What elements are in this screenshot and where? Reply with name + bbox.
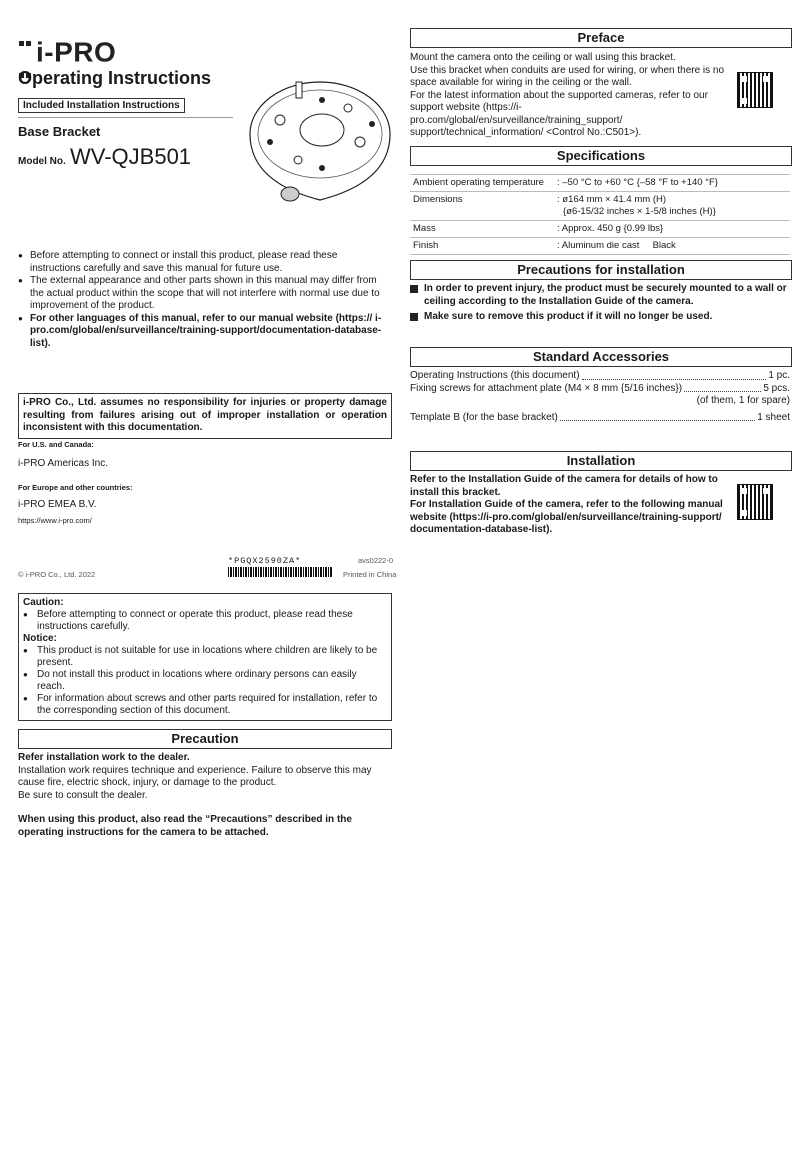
precaution-heading: Precaution [18,729,392,749]
caution-box [18,593,392,721]
list-item: Template B (for the base bracket) 1 sheet [410,411,790,423]
spec-value: : Approx. 450 g {0.99 lbs} [554,221,790,238]
spec-value-line: {ø6-15/32 inches × 1-5/8 inches (H)} [563,206,716,217]
printed-in: Printed in China [343,570,397,579]
list-item: ● Before attempting to connect or operate this product, please read these instructions carefully. [23,609,387,633]
us-company: i-PRO Americas Inc. [18,458,109,469]
table-row [410,221,790,238]
us-label: For U.S. and Canada: [18,440,94,449]
precaution-line: Be sure to consult the dealer. [18,789,148,801]
intro-bullet-list [18,250,390,350]
eu-label: For Europe and other countries: [18,483,133,492]
notice-heading: Notice: [23,633,57,644]
eu-company: i-PRO EMEA B.V. [18,499,97,510]
precaution-lead: Refer installation work to the dealer. [18,752,190,763]
precaution-body [18,752,392,802]
installation-line: For Installation Guide of the camera, refer to the following manual website (https://i-pro.com/global/en/surveillance/training-support/ documentation-database-list). [410,499,723,535]
spec-value [554,192,790,221]
preface-body [410,52,730,140]
list-item: ● This product is not suitable for use in locations where children are likely to be present. [23,645,387,669]
square-bullet-icon [410,313,418,321]
document-title: Operating Instructions [18,68,212,88]
table-row [410,175,790,192]
divider [18,117,233,118]
barcode-text: *PGQX2590ZA* [228,556,302,566]
list-item: ● Do not install this product in locations where ordinary persons can easily reach. [23,669,387,693]
table-row [410,192,790,221]
preface-line: Use this bracket when conduits are used for wiring, or when there is no space available for wiring in the ceiling or the wall. [410,64,725,88]
list-item: ● For other languages of this manual, refer to our manual website (https:// i-pro.com/global/en/surveillance/training-support/documentation-database-list). [18,313,390,351]
list-item: Operating Instructions (this document) 1 pc. [410,370,790,381]
spec-value: : –50 °C to +60 °C {–58 °F to +140 °F} [554,175,790,192]
spec-label: Ambient operating temperature [410,175,554,192]
table-row [410,238,790,255]
preface-heading: Preface [410,28,792,48]
list-item: ● The external appearance and other parts shown in this manual may differ from the actual product within the scope that will not interfere with normal use due to improvement of the product. [18,275,390,313]
installation-heading: Installation [410,451,792,471]
square-bullet-icon [410,285,418,293]
list-item: Fixing screws for attachment plate (M4 × 8 mm {5/16 inches}) 5 pcs. [410,382,790,394]
accessories-heading: Standard Accessories [410,347,792,367]
precaution-note: When using this product, also read the “Precautions” described in the operating instructions for the camera to be attached. [18,814,352,838]
barcode [228,567,332,577]
precaution-line: Installation work requires technique and experience. Failure to observe this may cause fire, electric shock, injury, or damage to the product. [18,764,372,788]
spec-label: Dimensions [410,192,554,221]
list-item: In order to prevent injury, the product must be securely mounted to a wall or ceiling according to the Installation Guide of the camera. [410,283,790,308]
list-item: ● Before attempting to connect or install this product, please read these instructions carefully and save this manual for future use. [18,250,390,275]
accessories-list [410,370,790,424]
list-item: Make sure to remove this product if it will no longer be used. [410,311,790,324]
base-bracket-illustration [240,72,400,212]
brand-logo: i-PRO [18,22,116,86]
model-label: Model No. [18,156,66,167]
doc-code: avs0222-0 [358,556,394,565]
spec-value: : Aluminum die cast Black [554,238,790,255]
spec-label: Finish [410,238,554,255]
spec-label: Mass [410,221,554,238]
specifications-heading: Specifications [410,146,792,166]
qr-code-icon [737,72,773,108]
product-name: Base Bracket [18,124,101,139]
preface-line: Mount the camera onto the ceiling or wall using this bracket. [410,52,676,63]
specifications-table [410,174,790,255]
caution-heading: Caution: [23,597,64,608]
accessory-note: (of them, 1 for spare) [696,395,790,406]
copyright: © i-PRO Co., Ltd. 2022 [18,570,96,579]
preface-line: For the latest information about the supported cameras, refer to our support website (https://i-pro.com/global/en/surveillance/training_support/ support/technical_information/ <Control No.:C501>). [410,89,708,138]
qr-code-icon [737,484,773,520]
website-link[interactable]: https://www.i-pro.com/ [18,516,92,525]
install-precautions-heading: Precautions for installation [410,260,792,280]
spec-value-line: : ø164 mm × 41.4 mm (H) [557,194,667,205]
model-number: WV-QJB501 [70,144,192,169]
installation-line: Refer to the Installation Guide of the camera for details of how to install this bracket. [410,474,718,498]
installation-body [410,474,730,537]
list-item: ● For information about screws and other parts required for installation, refer to the corresponding section of this document. [23,693,387,717]
subtitle-box: Included Installation Instructions [18,98,185,113]
disclaimer-box: i-PRO Co., Ltd. assumes no responsibility for injuries or property damage resulting from failures arising out of improper installation or operation inconsistent with this documentation. [18,393,392,439]
install-precautions-list [410,283,790,324]
